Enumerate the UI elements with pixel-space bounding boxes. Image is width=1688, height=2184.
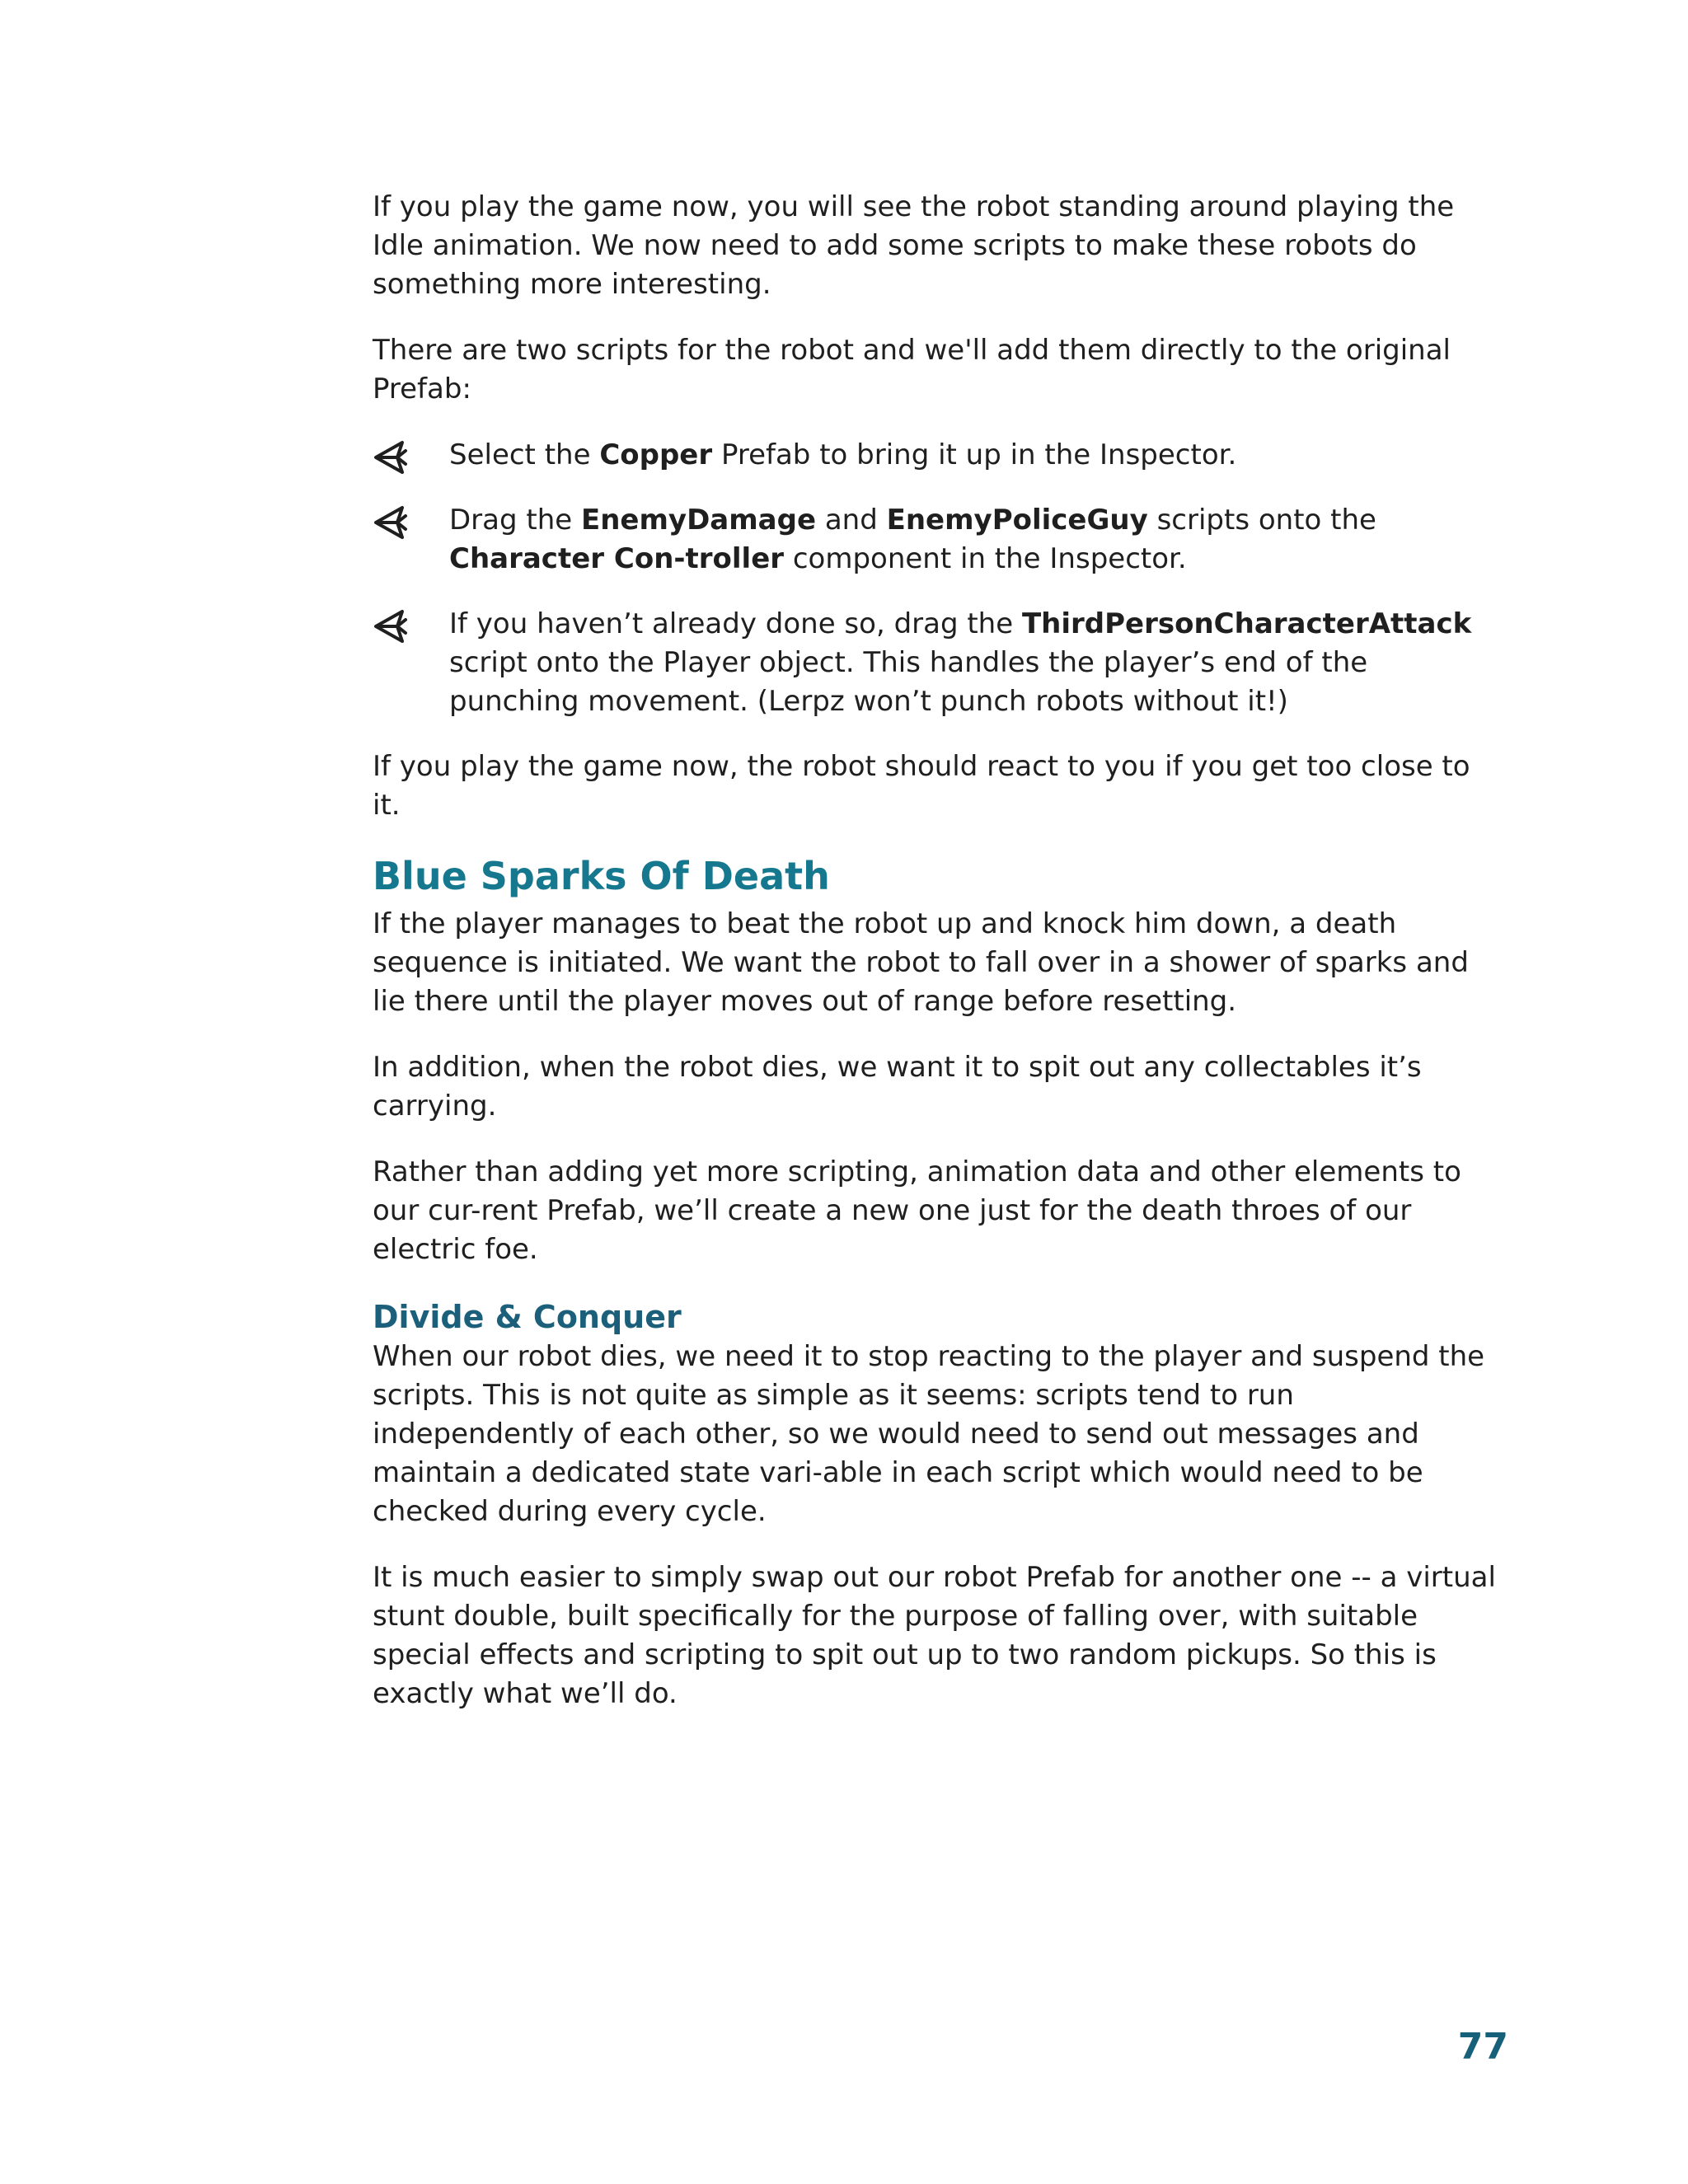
list-item xyxy=(373,436,1502,475)
copper-prefab-name: Copper xyxy=(599,438,713,471)
section-paragraph: If the player manages to beat the robot up and knock him down, a death sequence is initiated. We want the robot to fall over in a shower of sparks and lie there until the player moves out of range before resetting. xyxy=(373,907,1469,1018)
unity-logo-icon xyxy=(373,608,409,644)
section-heading: Blue Sparks Of Death xyxy=(373,854,830,898)
section-paragraph: Rather than adding yet more scripting, animation data and other elements to our cur-rent Prefab, we’ll create a new one just for the death throes of our electric foe. xyxy=(373,1155,1461,1266)
unity-logo-icon xyxy=(373,504,409,541)
section-paragraph: In addition, when the robot dies, we want it to spit out any collectables it’s carrying. xyxy=(373,1051,1422,1122)
list-item-text: Select the Copper Prefab to bring it up in the Inspector. xyxy=(449,438,1237,471)
subsection-paragraph: It is much easier to simply swap out our robot Prefab for another one -- a virtual stunt double, built specifically for the purpose of falling over, with suitable special effects and scripting to spit out up to two random pickups. So this is exactly what we’ll do. xyxy=(373,1561,1496,1710)
list-item xyxy=(373,501,1502,579)
enemy-police-guy-script-name: EnemyPoliceGuy xyxy=(886,504,1148,537)
third-person-character-attack-script-name: ThirdPersonCharacterAttack xyxy=(1021,607,1472,640)
list-item-text: If you haven’t already done so, drag the ThirdPersonCharacterAttack script onto the Player object. This handles the player’s end of the punching movement. (Lerpz won’t punch robots without it!) xyxy=(449,607,1472,718)
subsection-paragraph: When our robot dies, we need it to stop reacting to the player and suspend the scripts. This is not quite as simple as it seems: scripts tend to run independently of each other, so we would need to send out messages and maintain a dedicated state vari-able in each script which would need to be checked during every cycle. xyxy=(373,1340,1485,1528)
page-content xyxy=(373,188,1502,1741)
scripts-intro-paragraph: There are two scripts for the robot and we'll add them directly to the original Prefab: xyxy=(373,334,1451,405)
intro-paragraph: If you play the game now, you will see the robot standing around playing the Idle animation. We now need to add some scripts to make these robots do something more interesting. xyxy=(373,190,1455,301)
character-controller-name: Character Con-troller xyxy=(449,542,785,575)
page-number: 77 xyxy=(1457,2026,1508,2068)
list-item xyxy=(373,605,1502,721)
subsection-heading: Divide & Conquer xyxy=(373,1299,682,1335)
instruction-list xyxy=(373,436,1502,721)
list-item-text: Drag the EnemyDamage and EnemyPoliceGuy scripts onto the Character Con-troller component in the Inspector. xyxy=(449,504,1376,575)
unity-logo-icon xyxy=(373,439,409,476)
react-paragraph: If you play the game now, the robot should react to you if you get too close to it. xyxy=(373,750,1470,822)
enemy-damage-script-name: EnemyDamage xyxy=(581,504,817,537)
